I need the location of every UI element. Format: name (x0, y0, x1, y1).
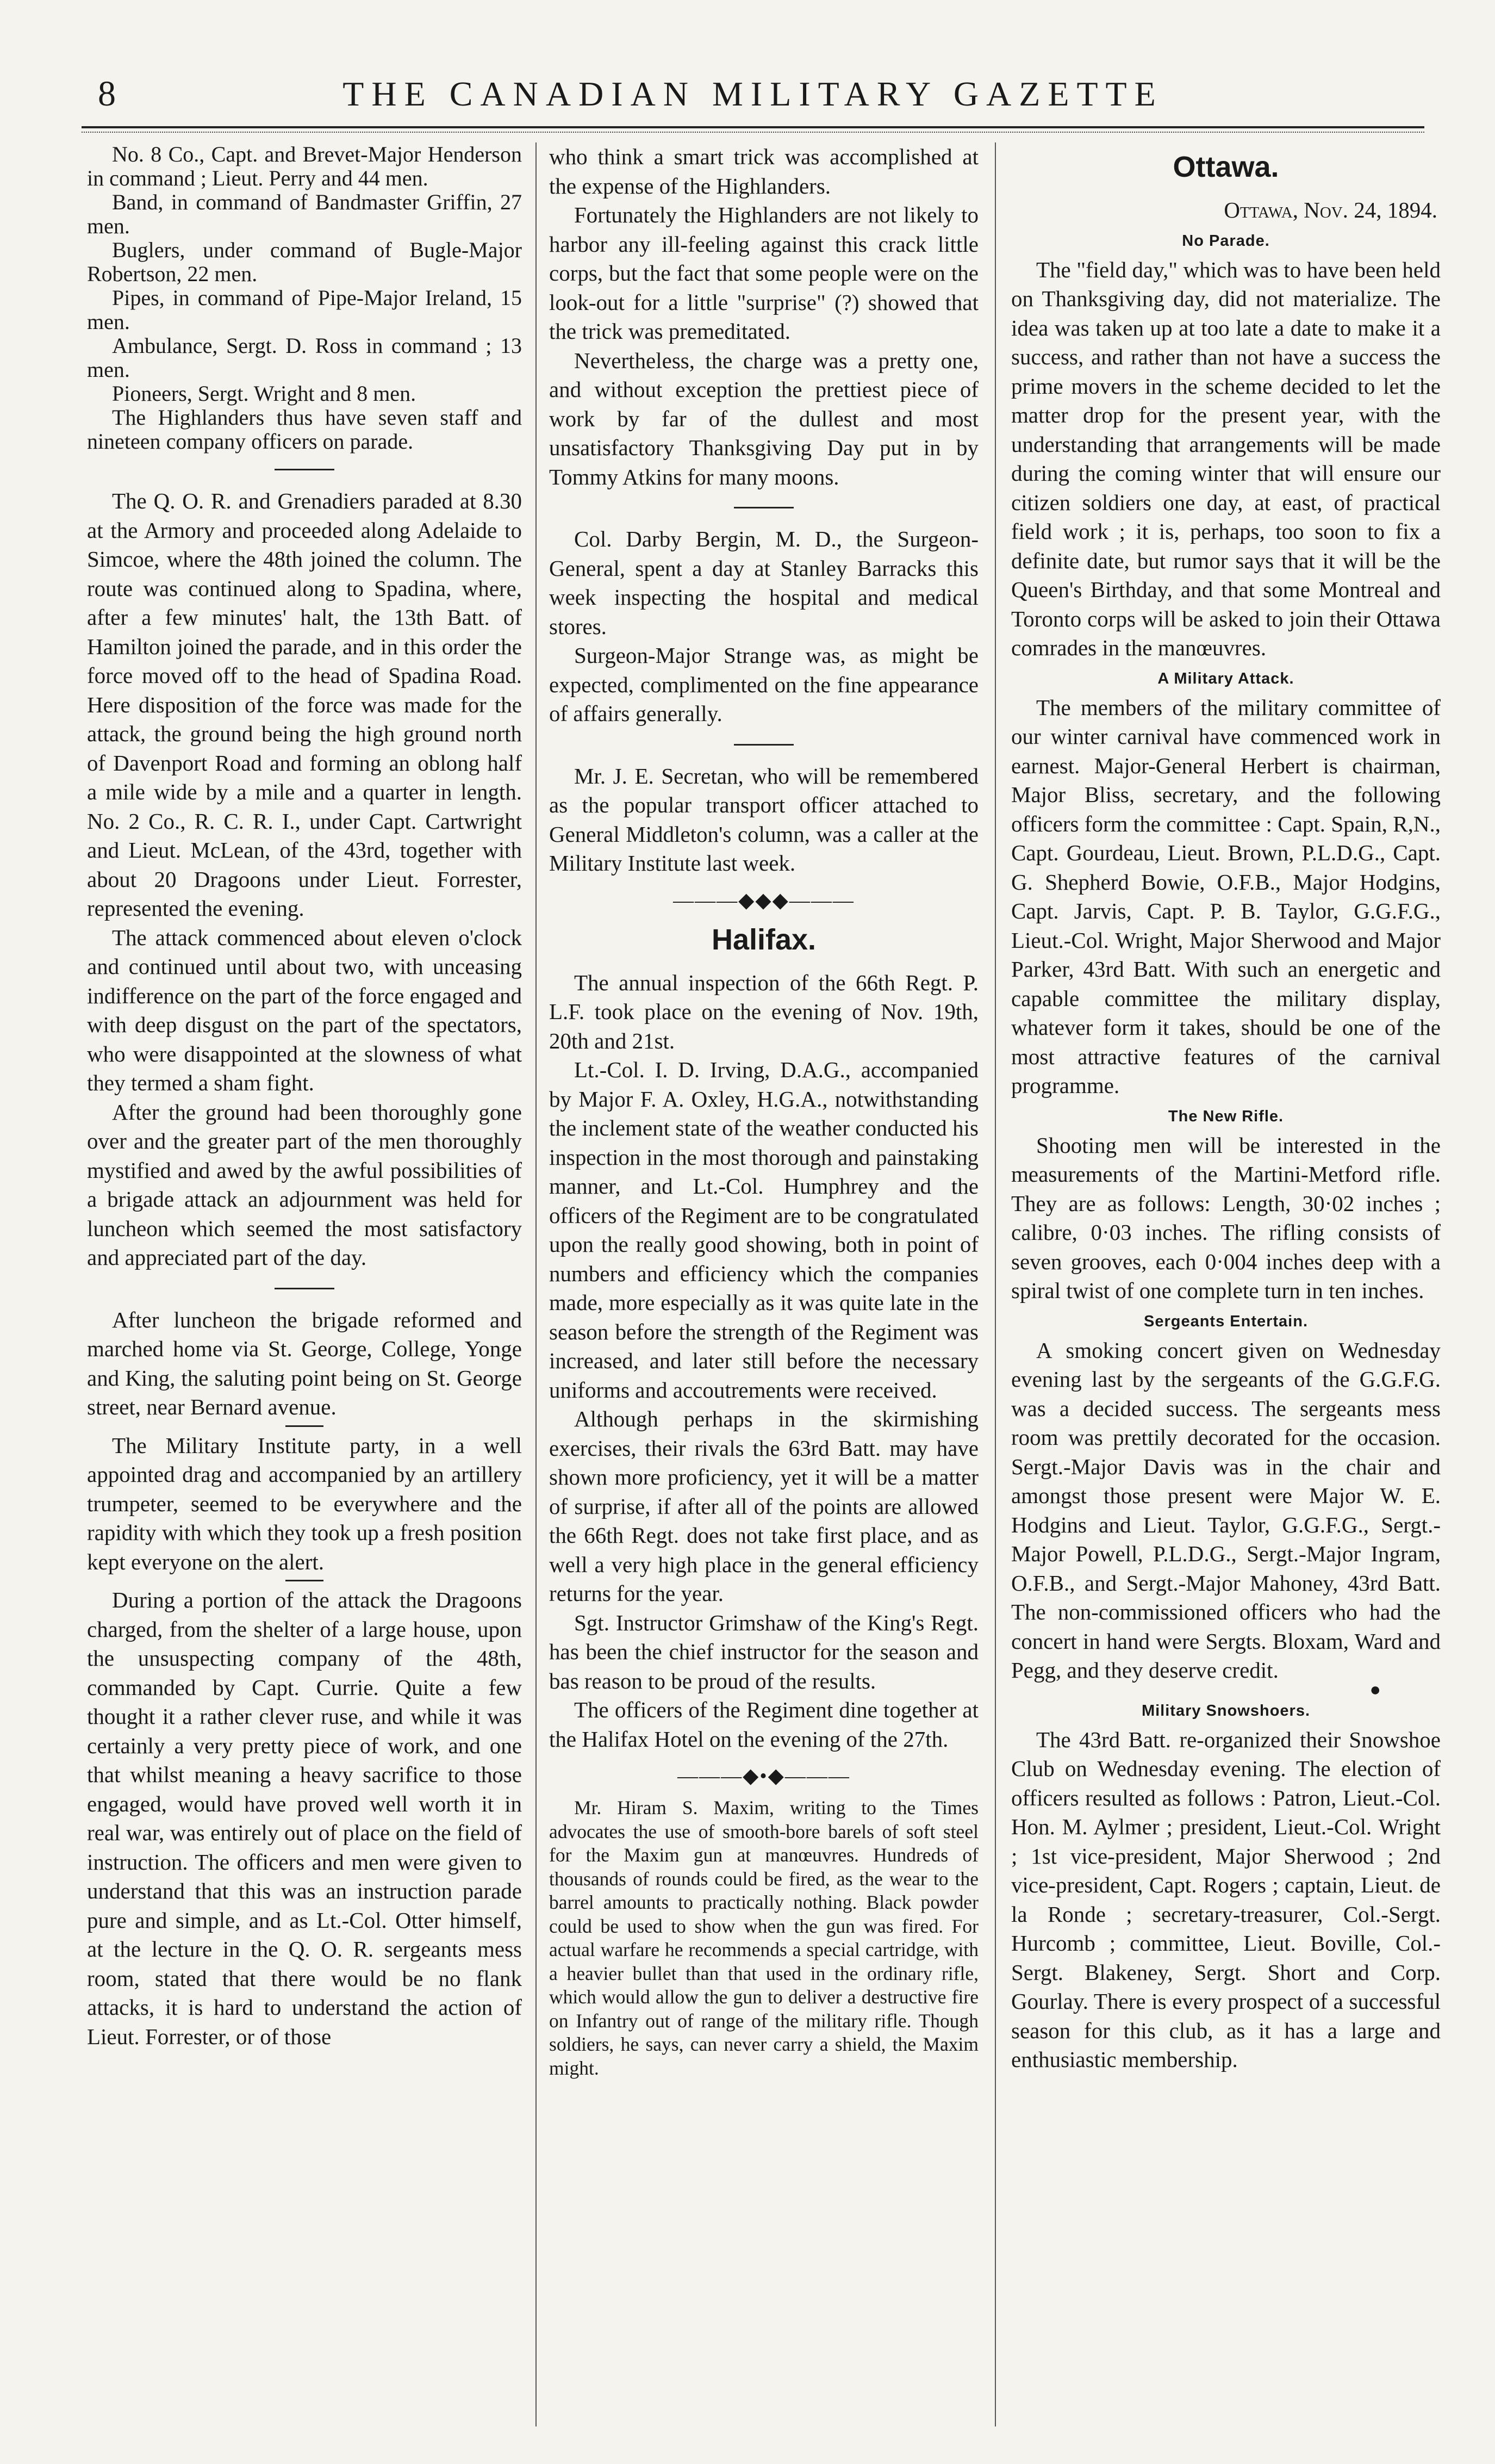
article-paragraph: Nevertheless, the charge was a pretty one, and without exception the prettiest piece of work by far of the dullest and most unsatisfactory Thanksgiving Day put in by Tommy Atkins for many moons. (549, 347, 979, 489)
section-rule (275, 469, 334, 470)
section-rule (285, 1425, 323, 1427)
article-paragraph: After the ground had been thoroughly gone over and the greater part of the men thoroughly mystified and awed by the awful possibilities of a brigade attack an adjournment was held for luncheon which seemed the most satisfactory and appreciated part of the day. (87, 1099, 522, 1270)
subheading: No Parade. (1182, 232, 1270, 250)
article-paragraph: The officers of the Regiment dine together at the Halifax Hotel on the evening of the 27th. (549, 1697, 979, 1752)
subheading: Sergeants Entertain. (1143, 1312, 1309, 1330)
bullet-mark: ● (1369, 1679, 1381, 1700)
column-2 (549, 142, 979, 2437)
article-paragraph: Col. Darby Bergin, M. D., the Surgeon-General, spent a day at Stanley Barracks this week inspecting the hospital and medical stores. (549, 526, 979, 639)
article-paragraph: The 43rd Batt. re-organized their Snowshoe Club on Wednesday evening. The election of officers resulted as follows : Patron, Lieut.-Col. Hon. M. Aylmer ; president, Lieut.-Col. Wright ; 1st vice-president, Major Sherwood ; 2nd vice-president, Capt. Rogers ; captain, Lieut. de la Ronde ; secretary-treasurer, Col.-Sergt. Hurcomb ; committee, Lieut. Boville, Col.-Sergt. Blakeney, Sergt. Short and Corp. Gourlay. There is every prospect of a successful season for this club, as it has a large and enthusiastic membership. (1011, 1727, 1441, 2072)
article-paragraph: who think a smart trick was accomplished at the expense of the Highlanders. (549, 144, 979, 198)
dateline: Ottawa, Nov. 24, 1894. (1224, 197, 1437, 222)
column-3 (1011, 142, 1441, 2437)
roster-item: Ambulance, Sergt. D. Ross in command ; 13 men. (87, 333, 522, 382)
roster-item: No. 8 Co., Capt. and Brevet-Major Henderson in command ; Lieut. Perry and 44 men. (87, 142, 522, 190)
page-header (82, 64, 1424, 124)
article-paragraph: Mr. J. E. Secretan, who will be remembered as the popular transport officer attached to General Middleton's column, was a caller at the Military Institute last week. (549, 763, 979, 876)
article-paragraph: Surgeon-Major Strange was, as might be expected, complimented on the fine appearance of affairs generally. (549, 643, 979, 726)
article-paragraph: The Military Institute party, in a well appointed drag and accompanied by an artillery trumpeter, seemed to be everywhere and the rapidity with which they took up a fresh position kept everyone on the alert. (87, 1432, 522, 1574)
column-1 (87, 142, 522, 2437)
subheading: The New Rifle. (1168, 1107, 1284, 1125)
roster-item: Band, in command of Bandmaster Griffin, 27 men. (87, 190, 522, 238)
article-paragraph: After luncheon the brigade reformed and marched home via St. George, College, Yonge and King, the saluting point being on St. George street, near Bernard avenue. (87, 1307, 522, 1419)
column-divider (535, 142, 537, 2426)
article-paragraph: Sgt. Instructor Grimshaw of the King's Regt. has been the chief instructor for the season and bas reason to be proud of the results. (549, 1610, 979, 1693)
article-paragraph: Shooting men will be interested in the measurements of the Martini-Metford rifle. They are as follows: Length, 30·02 inches ; calibre, 0·03 inches. The rifling consists of seven grooves, each 0·004 inches deep with a spiral twist of one complete turn in ten inches. (1011, 1132, 1441, 1303)
header-rule-dotted (82, 132, 1424, 133)
article-paragraph: Fortunately the Highlanders are not likely to harbor any ill-feeling against this crack little corps, but the fact that some people were on the look-out for a little "surprise" (?) showed that the trick was premeditated. (549, 202, 979, 344)
article-paragraph: The Q. O. R. and Grenadiers paraded at 8.30 at the Armory and proceeded along Adelaide to Simcoe, where the 48th joined the column. The route was continued along to Spadina, where, after a few minutes' halt, the 13th Batt. of Hamilton joined the parade, and in this order the force moved off to the head of Spadina Road. Here disposition of the force was made for the attack, the ground being the high ground north of Davenport Road and forming an oblong half a mile wide by a mile and a quarter in length. No. 2 Co., R. C. R. I., under Capt. Cartwright and Lieut. McLean, of the 43rd, together with about 20 Dragoons under Lieut. Forrester, represented the evening. (87, 488, 522, 921)
section-rule (734, 507, 794, 508)
page-number: 8 (98, 74, 116, 114)
article-paragraph: Lt.-Col. I. D. Irving, D.A.G., accompanied by Major F. A. Oxley, H.G.A., notwithstanding the inclement state of the weather conducted his inspection in the most thorough and painstaking manner, and Lt.-Col. Humphrey and the officers of the Regiment are to be congratulated upon the really good showing, both in point of numbers and efficiency which the companies made, more especially as it was quite late in the season before the strength of the Regiment was increased, and later still before the necessary uniforms and accoutrements were received. (549, 1057, 979, 1402)
running-title: THE CANADIAN MILITARY GAZETTE (342, 75, 1163, 113)
section-rule (275, 1288, 334, 1289)
article-paragraph: During a portion of the attack the Dragoons charged, from the shelter of a large house, upon the unsuspecting company of the 48th, commanded by Capt. Currie. Quite a few thought it a rather clever ruse, and while it was certainly a very pretty piece of work, and one that whilst meaning a heavy sacrifice to those engaged, would have proved well worth it in real war, was entirely out of place on the field of instruction. The officers and men were given to understand that this was an instruction parade pure and simple, and as Lt.-Col. Otter himself, at the lecture in the Q. O. R. sergeants mess room, stated that there would be no flank attacks, it is hard to understand the action of Lieut. Forrester, or of those (87, 1587, 522, 2049)
section-rule (285, 1580, 323, 1581)
section-heading-halifax: Halifax. (711, 923, 817, 956)
article-paragraph: A smoking concert given on Wednesday evening last by the sergeants of the G.G.F.G. was a decided success. The sergeants mess room was prettily decorated for the occasion. Sergt.-Major Davis was in the chair and amongst those present were Major W. E. Hodgins and Lieut. Taylor, G.G.F.G., Sergt.-Major Powell, P.L.D.G., Sergt.-Major Ingram, O.F.B., and Sergt.-Major Mahoney, 43rd Batt. The non-commissioned officers who had the concert in hand were Sergts. Bloxam, Ward and Pegg, and they deserve credit. (1011, 1337, 1441, 1683)
article-paragraph: The members of the military committee of our winter carnival have commenced work in earnest. Major-General Herbert is chairman, Major Bliss, secretary, and the following officers form the committee : Capt. Spain, R,N., Capt. Gourdeau, Lieut. Brown, P.L.D.G., Capt. G. Shepherd Bowie, O.F.B., Major Hodgins, Capt. Jarvis, Capt. P. B. Taylor, G.G.F.G., Lieut.-Col. Wright, Major Sherwood and Major Parker, 43rd Batt. With such an energetic and capable committee the military display, whatever form it takes, should be one of the most attractive features of the carnival programme. (1011, 694, 1441, 1098)
article-paragraph: The attack commenced about eleven o'clock and continued until about two, with unceasing indifference on the part of the force engaged and with deep disgust on the part of the spectators, who were disappointed at the slowness of what they termed a sham fight. (87, 924, 522, 1095)
ornament-divider: ———◆•◆——— (677, 1765, 850, 1788)
article-paragraph-small: Mr. Hiram S. Maxim, writing to the Times advocates the use of smooth-bore barels of soft steel for the Maxim gun at manœuvres. Hundreds of thousands of rounds could be fired, as the wear to the barrel amounts to practically nothing. Black powder could be used to show when the gun was fired. For actual warfare he recommends a special cartridge, with a heavier bullet than that used in the ordinary rifle, which would allow the gun to deliver a destructive fire on Infantry out of range of the military rifle. Though soldiers, he says, can never carry a shield, the Maxim might. (549, 1797, 979, 2079)
column-divider (995, 142, 996, 2426)
subheading: A Military Attack. (1157, 669, 1294, 687)
roster-item: The Highlanders thus have seven staff and nineteen company officers on parade. (87, 405, 522, 454)
article-paragraph: The annual inspection of the 66th Regt. P. L.F. took place on the evening of Nov. 19th, 20th and 21st. (549, 970, 979, 1053)
ornament-divider: ———◆◆◆——— (673, 889, 855, 912)
section-heading-ottawa: Ottawa. (1173, 151, 1279, 183)
roster-item: Pipes, in command of Pipe-Major Ireland, 15 men. (87, 285, 522, 334)
article-paragraph: Although perhaps in the skirmishing exercises, their rivals the 63rd Batt. may have shown more proficiency, yet it will be a matter of surprise, if after all of the points are allowed the 66th Regt. does not take first place, and as well a very high place in the general efficiency returns for the year. (549, 1406, 979, 1606)
subheading: Military Snowshoers. (1141, 1702, 1311, 1720)
article-paragraph: The "field day," which was to have been held on Thanksgiving day, did not materialize. The idea was taken up at too late a date to make it a success, and rather than not have a success the prime movers in the scheme decided to let the matter drop for the present year, with the understanding that arrangements will be made during the coming winter that will ensure our citizen soldiers one day, at east, of practical field work ; it is, perhaps, too soon to fix a definite date, but rumor says that it will be the Queen's Birthday, and that some Montreal and Toronto corps will be asked to join their Ottawa comrades in the manœuvres. (1011, 257, 1441, 660)
header-rule (82, 126, 1424, 128)
roster-item: Pioneers, Sergt. Wright and 8 men. (112, 381, 416, 406)
section-rule (734, 744, 794, 746)
roster-item: Buglers, under command of Bugle-Major Robertson, 22 men. (87, 238, 522, 286)
